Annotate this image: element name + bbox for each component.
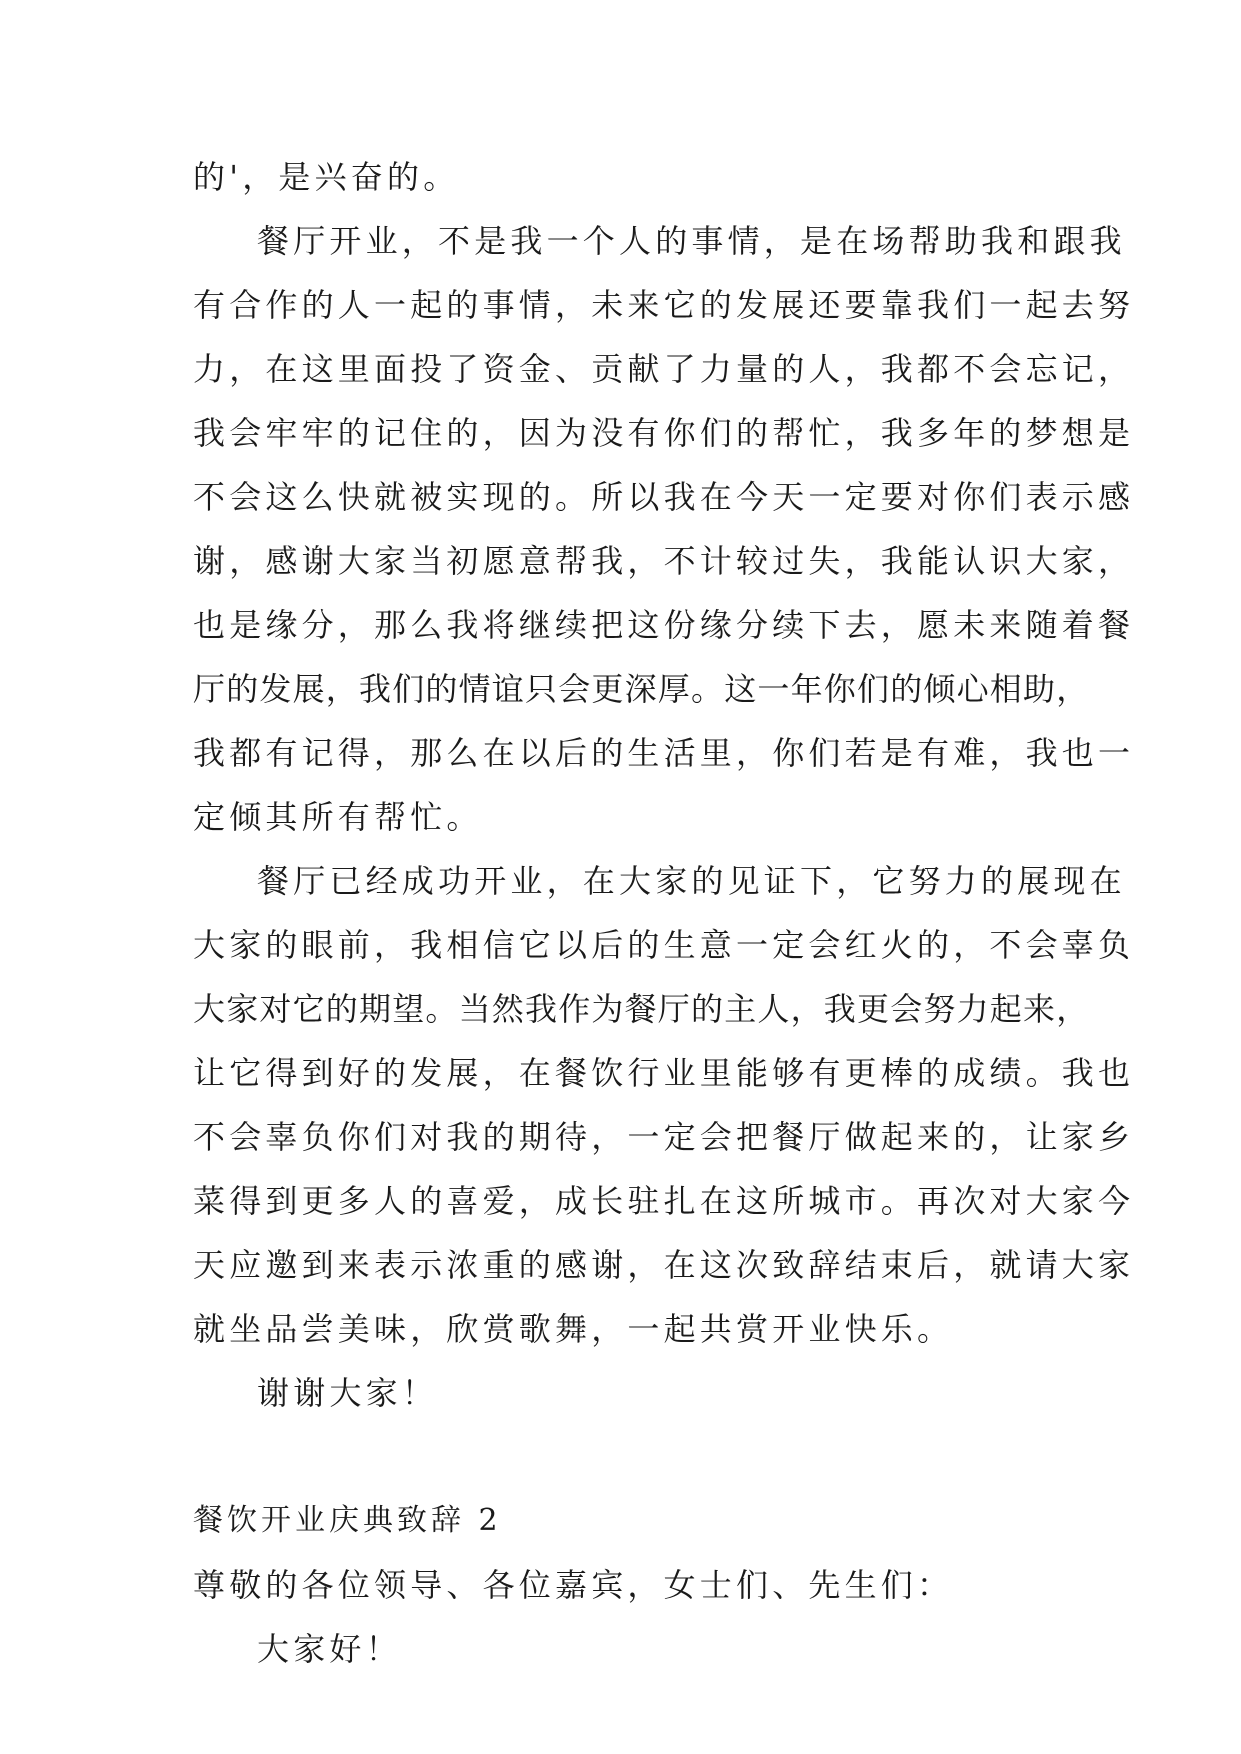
text-line: 菜得到更多人的喜爱，成长驻扎在这所城市。再次对大家今 (193, 1182, 1135, 1220)
text-line: 力，在这里面投了资金、贡献了力量的人，我都不会忘记， (193, 350, 1135, 388)
text-line: 就坐品尝美味，欣赏歌舞，一起共赏开业快乐。 (193, 1310, 954, 1348)
salutation: 尊敬的各位领导、各位嘉宾，女士们、先生们： (193, 1566, 954, 1604)
text-line: 定倾其所有帮忙。 (193, 798, 483, 836)
closing-thanks: 谢谢大家！ (257, 1374, 439, 1412)
document-body (193, 145, 1135, 1681)
text-line: 餐厅已经成功开业，在大家的见证下，它努力的展现在 (257, 862, 1126, 900)
text-line: 我会牢牢的记住的，因为没有你们的帮忙，我多年的梦想是 (193, 414, 1135, 452)
text-line: 大家的眼前，我相信它以后的生意一定会红火的，不会辜负 (193, 926, 1135, 964)
text-line: 有合作的人一起的事情，未来它的发展还要靠我们一起去努 (193, 286, 1135, 324)
greeting: 大家好！ (257, 1630, 402, 1668)
text-line: 餐厅开业，不是我一个人的事情，是在场帮助我和跟我 (257, 222, 1126, 260)
text-line: 天应邀到来表示浓重的感谢，在这次致辞结束后，就请大家 (193, 1246, 1135, 1284)
text-line: 让它得到好的发展，在餐饮行业里能够有更棒的成绩。我也 (193, 1054, 1135, 1092)
text-line: 也是缘分，那么我将继续把这份缘分续下去，愿未来随着餐 (193, 606, 1135, 644)
text-line: 厅的发展，我们的情谊只会更深厚。这一年你们的倾心相助， (193, 670, 1090, 708)
section-spacer (193, 1425, 1053, 1489)
text-line: 大家对它的期望。当然我作为餐厅的主人，我更会努力起来， (193, 990, 1090, 1028)
text-line: 谢，感谢大家当初愿意帮我，不计较过失，我能认识大家， (193, 542, 1135, 580)
text-line: 不会辜负你们对我的期待，一定会把餐厅做起来的，让家乡 (193, 1118, 1135, 1156)
text-line: 我都有记得，那么在以后的生活里，你们若是有难，我也一 (193, 734, 1135, 772)
text-line: 的'，是兴奋的。 (193, 158, 460, 196)
text-line: 不会这么快就被实现的。所以我在今天一定要对你们表示感 (193, 478, 1135, 516)
section-title: 餐饮开业庆典致辞 2 (193, 1503, 502, 1538)
